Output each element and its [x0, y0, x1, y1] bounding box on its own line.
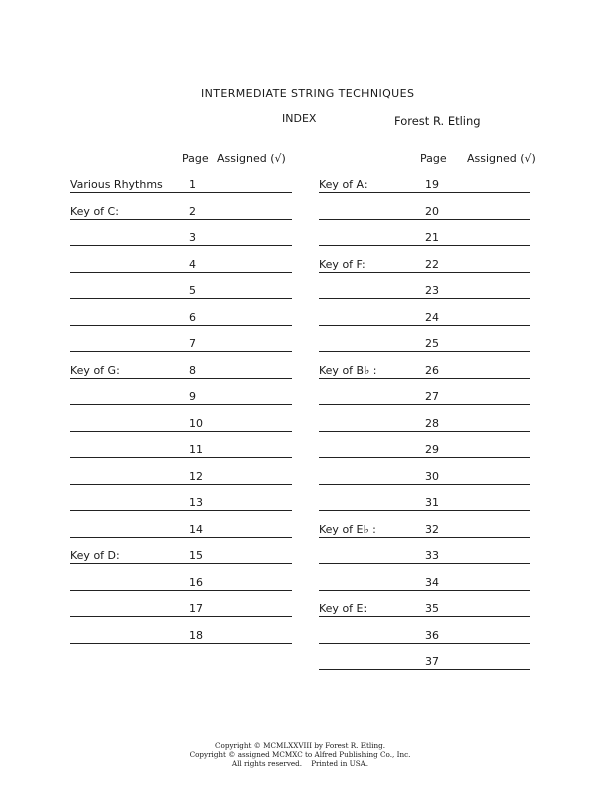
right-index-row: [319, 178, 530, 192]
index-page-number: 6: [189, 310, 196, 324]
index-page-number: 13: [189, 496, 203, 509]
assignment-rule-line: [70, 537, 292, 538]
right-index-row: [319, 549, 530, 563]
index-page-number: 3: [189, 231, 196, 244]
right-index-row: [319, 205, 530, 219]
assignment-rule-line: [319, 245, 530, 246]
left-index-row: [70, 602, 292, 616]
index-page-number: 25: [425, 337, 439, 350]
left-index-row: [70, 284, 292, 298]
right-index-row: [319, 655, 530, 669]
assignment-rule-line: [70, 457, 292, 458]
assignment-rule-line: [319, 272, 530, 273]
assignment-rule-line: [70, 272, 292, 273]
assignment-rule-line: [70, 325, 292, 326]
left-index-row: [70, 496, 292, 510]
index-entry-label: Key of B♭ :: [319, 363, 377, 377]
index-page-number: 36: [425, 628, 439, 642]
left-index-row: [70, 364, 292, 378]
assignment-rule-line: [319, 404, 530, 405]
index-page-number: 1: [189, 178, 196, 191]
index-page-number: 12: [189, 469, 203, 483]
index-entry-label: Key of E:: [319, 602, 368, 615]
right-index-row: [319, 629, 530, 643]
assignment-rule-line: [70, 351, 292, 352]
index-page-number: 23: [425, 284, 439, 297]
index-page-number: 28: [425, 416, 439, 430]
left-index-row: [70, 390, 292, 404]
assignment-rule-line: [319, 431, 530, 432]
index-page-number: 2: [189, 204, 196, 218]
copyright-line-2: Copyright © assigned MCMXC to Alfred Publishing Co., Inc.: [189, 750, 411, 759]
index-page-number: 22: [425, 257, 439, 271]
left-index-row: [70, 337, 292, 351]
assignment-rule-line: [70, 245, 292, 246]
assignment-rule-line: [70, 192, 292, 193]
assignment-rule-line: [319, 484, 530, 485]
assignment-rule-line: [70, 590, 292, 591]
right-index-row: [319, 390, 530, 404]
index-entry-label: Key of A:: [319, 178, 368, 191]
index-entry-label: Key of D:: [70, 549, 120, 562]
assignment-rule-line: [319, 298, 530, 299]
index-page-number: 21: [425, 231, 439, 244]
assignment-rule-line: [319, 192, 530, 193]
index-page-number: 32: [425, 522, 439, 536]
index-label: INDEX: [282, 112, 317, 125]
assignment-rule-line: [70, 616, 292, 617]
left-index-row: [70, 443, 292, 457]
index-entry-label: Key of F:: [319, 257, 366, 271]
right-index-row: [319, 417, 530, 431]
assignment-rule-line: [70, 404, 292, 405]
index-page-number: 24: [425, 310, 439, 324]
assignment-rule-line: [70, 643, 292, 644]
index-page-number: 15: [189, 549, 203, 562]
assignment-rule-line: [70, 219, 292, 220]
assignment-rule-line: [319, 325, 530, 326]
assignment-rule-line: [319, 351, 530, 352]
index-page-number: 16: [189, 575, 203, 589]
right-index-row: [319, 470, 530, 484]
index-entry-label: Key of C:: [70, 204, 119, 218]
index-page-number: 18: [189, 628, 203, 642]
index-page-number: 33: [425, 549, 439, 562]
left-index-row: [70, 629, 292, 643]
index-entry-label: Various Rhythms: [70, 178, 163, 191]
left-index-row: [70, 417, 292, 431]
left-index-row: [70, 231, 292, 245]
index-page-number: 26: [425, 363, 439, 377]
left-page-header: Page: [182, 152, 209, 165]
left-index-row: [70, 523, 292, 537]
index-page-number: 29: [425, 443, 439, 456]
copyright-notice: [0, 741, 600, 768]
right-index-row: [319, 496, 530, 510]
index-page-number: 27: [425, 390, 439, 403]
assignment-rule-line: [319, 378, 530, 379]
index-page-number: 5: [189, 284, 196, 297]
copyright-line-1: Copyright © MCMLXXVIII by Forest R. Etling.: [215, 741, 385, 750]
assignment-rule-line: [319, 590, 530, 591]
author-name: Forest R. Etling: [394, 114, 481, 128]
index-page-number: 20: [425, 204, 439, 218]
index-page-number: 4: [189, 257, 196, 271]
assignment-rule-line: [70, 431, 292, 432]
right-index-row: [319, 364, 530, 378]
assignment-rule-line: [70, 298, 292, 299]
index-page-number: 37: [425, 655, 439, 668]
assignment-rule-line: [319, 643, 530, 644]
assignment-rule-line: [319, 510, 530, 511]
assignment-rule-line: [70, 510, 292, 511]
index-page-number: 7: [189, 337, 196, 350]
index-page-number: 11: [189, 443, 203, 456]
index-page-number: 17: [189, 602, 203, 615]
right-index-row: [319, 231, 530, 245]
right-index-row: [319, 523, 530, 537]
assignment-rule-line: [319, 457, 530, 458]
index-entry-label: Key of G:: [70, 363, 120, 377]
left-assigned-header: Assigned (√): [217, 152, 286, 165]
right-index-row: [319, 258, 530, 272]
index-page-number: 19: [425, 178, 439, 191]
assignment-rule-line: [70, 484, 292, 485]
left-index-row: [70, 258, 292, 272]
index-page-number: 34: [425, 575, 439, 589]
index-entry-label: Key of E♭ :: [319, 522, 376, 536]
left-index-row: [70, 470, 292, 484]
assignment-rule-line: [319, 616, 530, 617]
copyright-line-3: All rights reserved. Printed in USA.: [231, 759, 369, 768]
assignment-rule-line: [319, 669, 530, 670]
left-index-row: [70, 178, 292, 192]
right-index-row: [319, 602, 530, 616]
left-index-row: [70, 311, 292, 325]
right-index-row: [319, 337, 530, 351]
assignment-rule-line: [319, 219, 530, 220]
index-page-number: 8: [189, 363, 196, 377]
index-page-number: 10: [189, 416, 203, 430]
right-page-header: Page: [420, 152, 447, 165]
right-assigned-header: Assigned (√): [467, 152, 536, 165]
left-index-row: [70, 549, 292, 563]
right-index-row: [319, 284, 530, 298]
left-index-row: [70, 205, 292, 219]
left-index-row: [70, 576, 292, 590]
index-page-number: 35: [425, 602, 439, 615]
right-index-row: [319, 443, 530, 457]
index-page-number: 14: [189, 522, 203, 536]
assignment-rule-line: [70, 378, 292, 379]
index-page-number: 30: [425, 469, 439, 483]
index-page-number: 9: [189, 390, 196, 403]
assignment-rule-line: [319, 537, 530, 538]
right-index-row: [319, 311, 530, 325]
assignment-rule-line: [70, 563, 292, 564]
assignment-rule-line: [319, 563, 530, 564]
page-title: INTERMEDIATE STRING TECHNIQUES: [201, 87, 415, 100]
index-page-number: 31: [425, 496, 439, 509]
right-index-row: [319, 576, 530, 590]
